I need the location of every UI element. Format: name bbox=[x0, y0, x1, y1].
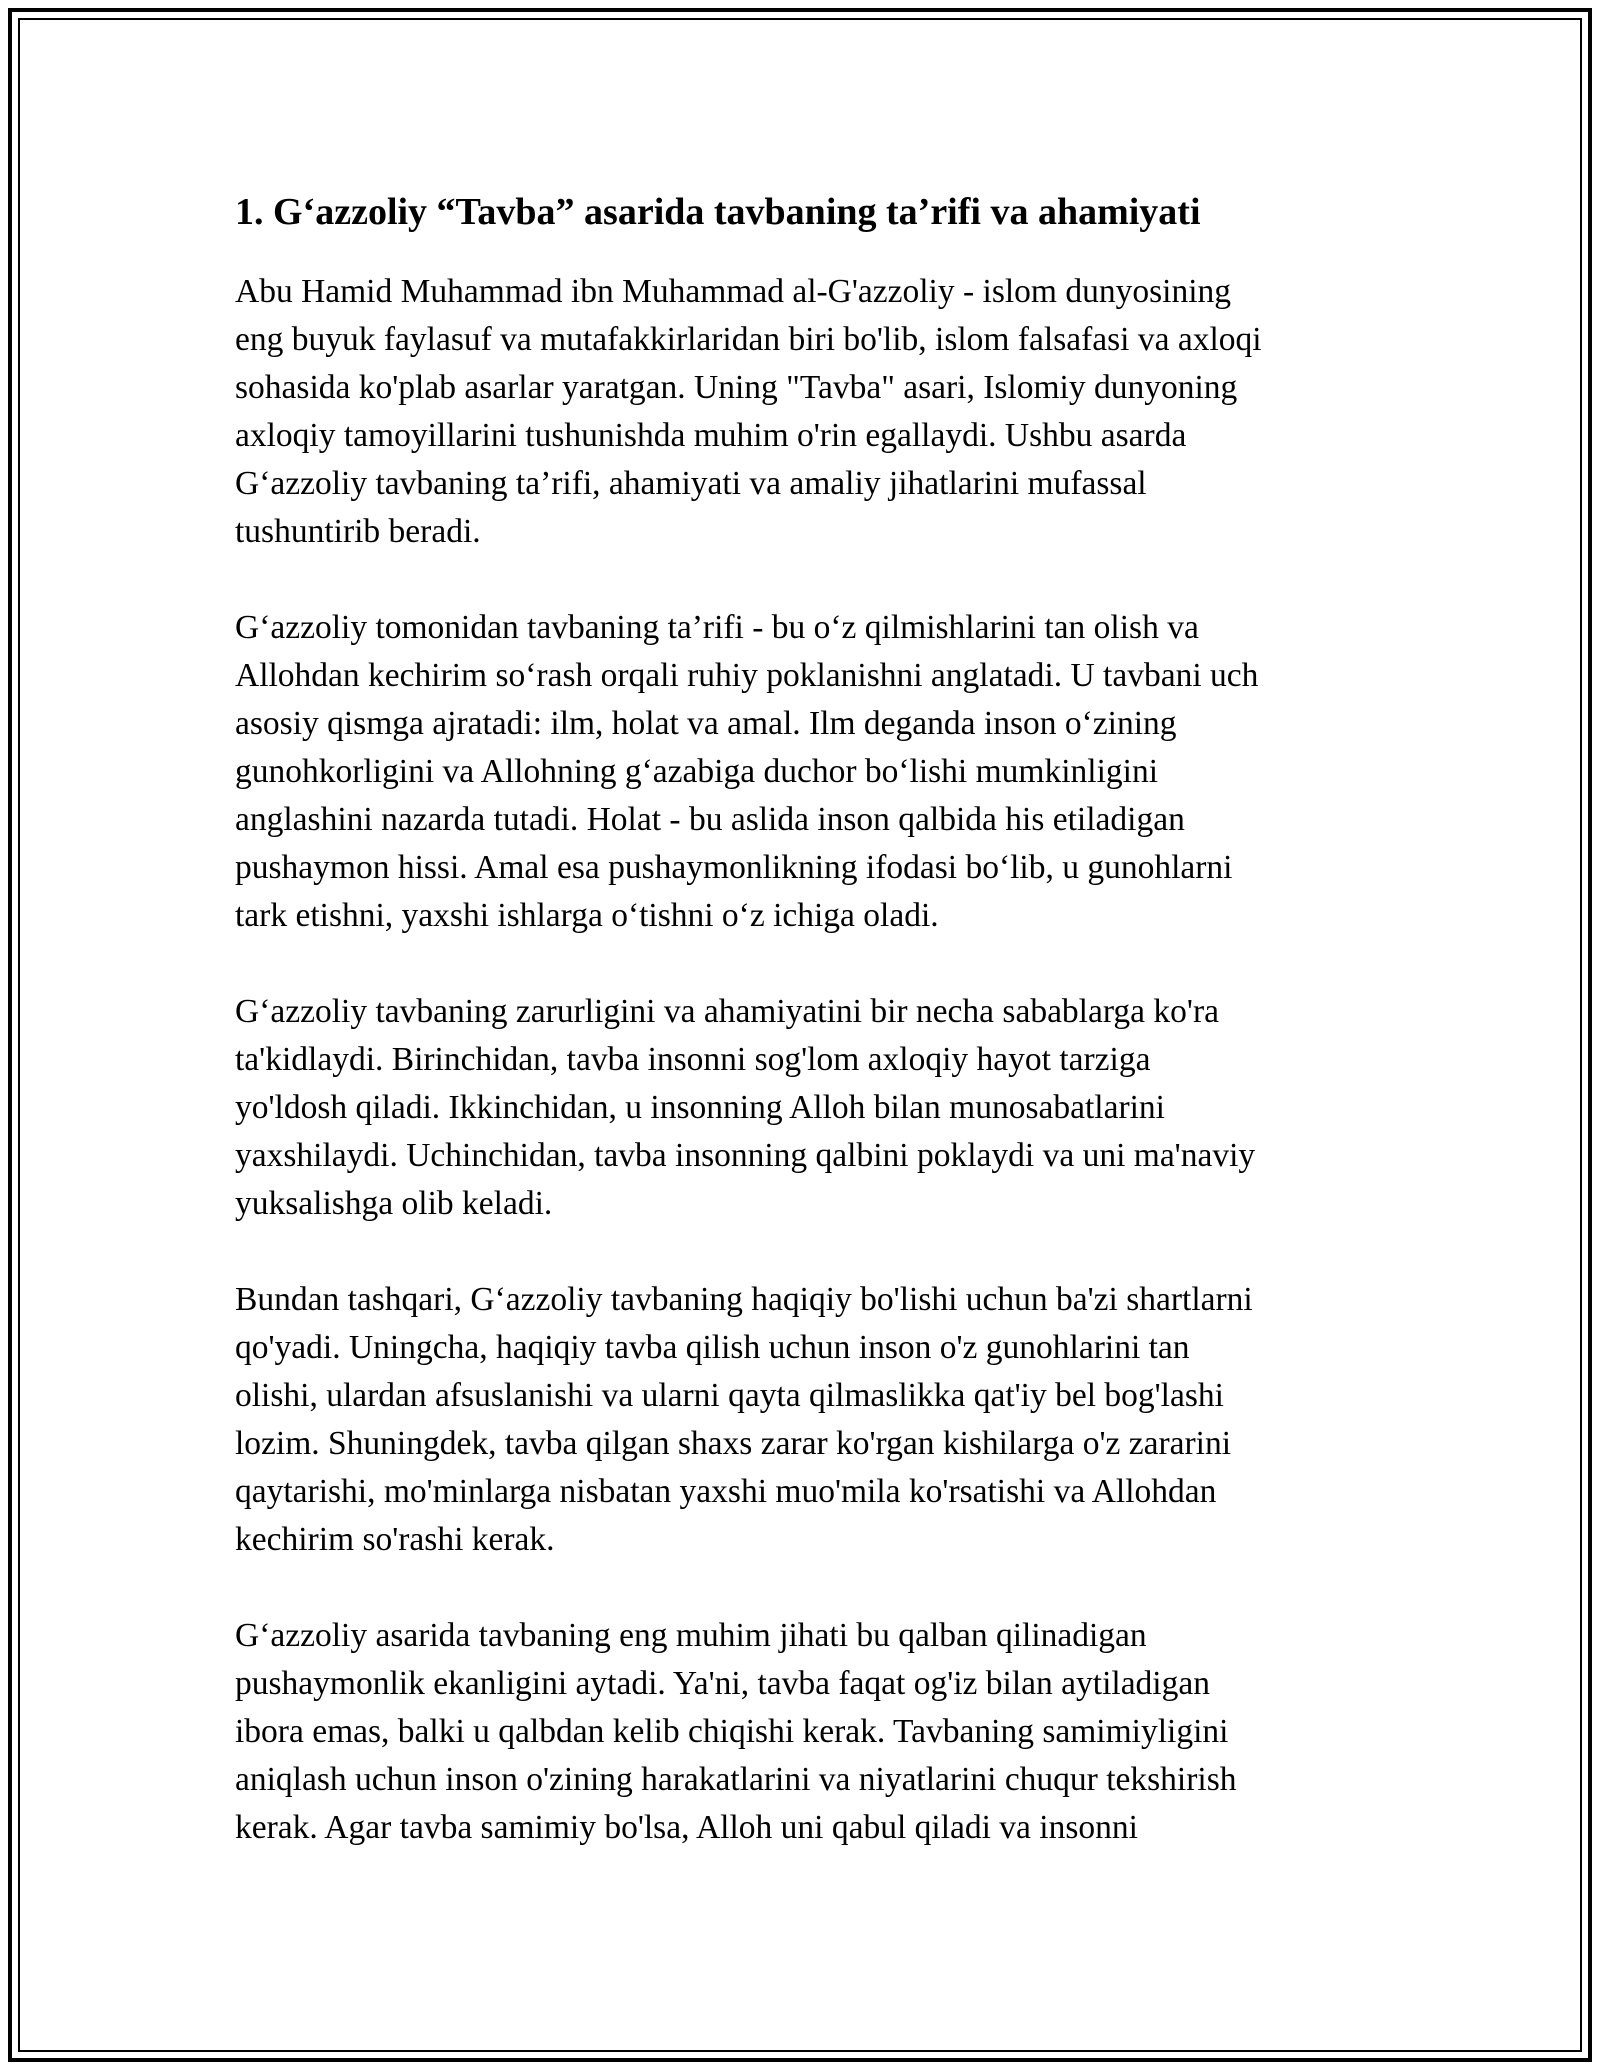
text-line: G‘azzoliy tomonidan tavbaning ta’rifi - bu o‘z qilmishlarini tan olish va bbox=[235, 609, 1199, 646]
text-line: ta'kidlaydi. Birinchidan, tavba insonni sog'lom axloqiy hayot tarziga bbox=[235, 1041, 1151, 1078]
section-heading: 1. G‘azzoliy “Tavba” asarida tavbaning ta’rifi va ahamiyati bbox=[235, 191, 1201, 233]
text-line: tark etishni, yaxshi ishlarga o‘tishni o‘z ichiga oladi. bbox=[235, 897, 939, 934]
document-body bbox=[235, 186, 1375, 1900]
text-line: eng buyuk faylasuf va mutafakkirlaridan biri bo'lib, islom falsafasi va axloqi bbox=[235, 321, 1262, 358]
text-line: aniqlash uchun inson o'zining harakatlarini va niyatlarini chuqur tekshirish bbox=[235, 1761, 1237, 1798]
paragraph-3 bbox=[235, 988, 1375, 1228]
paragraph-5 bbox=[235, 1612, 1375, 1852]
text-line: G‘azzoliy asarida tavbaning eng muhim jihati bu qalban qilinadigan bbox=[235, 1617, 1147, 1654]
text-line: kerak. Agar tavba samimiy bo'lsa, Alloh uni qabul qiladi va insonni bbox=[235, 1809, 1138, 1846]
text-line: yaxshilaydi. Uchinchidan, tavba insonning qalbini poklaydi va uni ma'naviy bbox=[235, 1137, 1256, 1174]
text-line: qaytarishi, mo'minlarga nisbatan yaxshi muo'mila ko'rsatishi va Allohdan bbox=[235, 1473, 1217, 1510]
text-line: olishi, ulardan afsuslanishi va ularni qayta qilmaslikka qat'iy bel bog'lashi bbox=[235, 1377, 1224, 1414]
paragraph-1 bbox=[235, 268, 1375, 556]
text-line: kechirim so'rashi kerak. bbox=[235, 1521, 555, 1558]
paragraph-4 bbox=[235, 1276, 1375, 1564]
text-line: lozim. Shuningdek, tavba qilgan shaxs zarar ko'rgan kishilarga o'z zararini bbox=[235, 1425, 1232, 1462]
text-line: tushuntirib beradi. bbox=[235, 513, 481, 550]
text-line: pushaymon hissi. Amal esa pushaymonlikning ifodasi bo‘lib, u gunohlarni bbox=[235, 849, 1233, 886]
text-line: Allohdan kechirim so‘rash orqali ruhiy poklanishni anglatadi. U tavbani uch bbox=[235, 657, 1259, 694]
text-line: Bundan tashqari, G‘azzoliy tavbaning haqiqiy bo'lishi uchun ba'zi shartlarni bbox=[235, 1281, 1253, 1318]
text-line: ibora emas, balki u qalbdan kelib chiqishi kerak. Tavbaning samimiyligini bbox=[235, 1713, 1229, 1750]
text-line: yo'ldosh qiladi. Ikkinchidan, u insonning Alloh bilan munosabatlarini bbox=[235, 1089, 1165, 1126]
text-line: gunohkorligini va Allohning g‘azabiga duchor bo‘lishi mumkinligini bbox=[235, 753, 1159, 790]
text-line: axloqiy tamoyillarini tushunishda muhim o'rin egallaydi. Ushbu asarda bbox=[235, 417, 1187, 454]
paragraph-2 bbox=[235, 604, 1375, 940]
text-line: anglashini nazarda tutadi. Holat - bu aslida inson qalbida his etiladigan bbox=[235, 801, 1185, 838]
text-line: G‘azzoliy tavbaning zarurligini va ahamiyatini bir necha sabablarga ko'ra bbox=[235, 993, 1219, 1030]
text-line: qo'yadi. Uningcha, haqiqiy tavba qilish uchun inson o'z gunohlarini tan bbox=[235, 1329, 1190, 1366]
text-line: asosiy qismga ajratadi: ilm, holat va amal. Ilm deganda inson o‘zining bbox=[235, 705, 1177, 742]
text-line: yuksalishga olib keladi. bbox=[235, 1185, 553, 1222]
text-line: pushaymonlik ekanligini aytadi. Ya'ni, tavba faqat og'iz bilan aytiladigan bbox=[235, 1665, 1210, 1702]
text-line: G‘azzoliy tavbaning ta’rifi, ahamiyati va amaliy jihatlarini mufassal bbox=[235, 465, 1147, 502]
text-line: sohasida ko'plab asarlar yaratgan. Uning "Tavba" asari, Islomiy dunyoning bbox=[235, 369, 1238, 406]
text-line: Abu Hamid Muhammad ibn Muhammad al-G'azzoliy - islom dunyosining bbox=[235, 273, 1232, 310]
